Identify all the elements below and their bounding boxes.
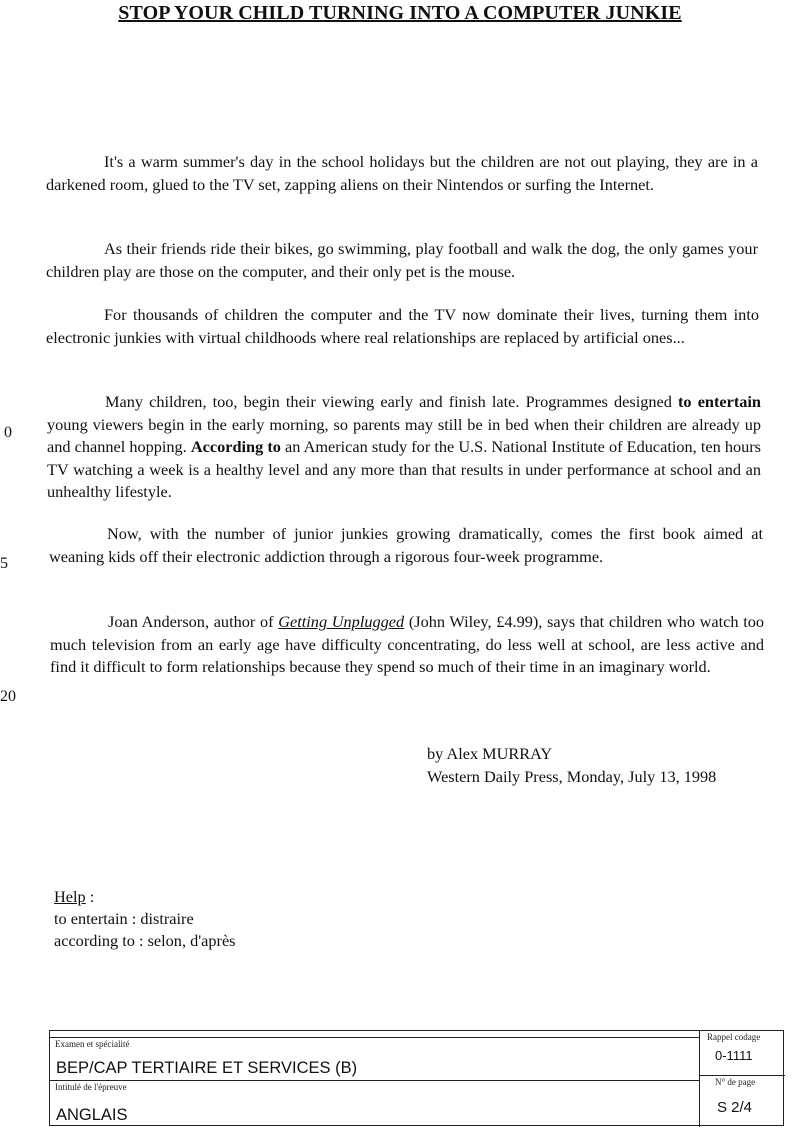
line-number-15: 5 (0, 555, 8, 572)
paragraph-6: Joan Anderson, author of Getting Unplugged (John Wiley, £4.99), says that children who watch too much television from an early age have difficulty concentrating, do less well at school, are less active and find it difficult to form relationships because they spend so much of their time in an imaginary world. (50, 612, 765, 676)
help-box: Help : to entertain : distraire according to : selon, d'après (54, 887, 236, 950)
source: Western Daily Press, Monday, July 13, 1998 (427, 767, 717, 786)
subject-value: ANGLAIS (56, 1106, 128, 1124)
vocab-to-entertain: to entertain (678, 392, 761, 411)
exam-label: Examen et spécialité (55, 1039, 130, 1049)
line-number-20: 20 (0, 688, 16, 705)
paragraph-1: It's a warm summer's day in the school holidays but the children are not out playing, they are in a darkened room, glued to the TV set, zapping aliens on their Nintendos or surfing the Internet. (46, 152, 758, 194)
line-number-10: 0 (4, 424, 12, 441)
paragraph-4: Many children, too, begin their viewing early and finish late. Programmes designed to entertain young viewers begin in the early morning, so parents may still be in bed when their children are already up and channel hopping. According to an American study for the U.S. National Institute of Education, ten hours TV watching a week is a healthy level and any more than that results in under performance at school and an unhealthy lifestyle. (47, 392, 762, 501)
exam-footer (49, 1030, 784, 1126)
paragraph-3: For thousands of children the computer and the TV now dominate their lives, turning them into electronic junkies with virtual childhoods where real relationships are replaced by artificial ones... (46, 305, 759, 347)
footer-divider (699, 1031, 700, 1127)
help-item: to entertain : distraire (54, 909, 194, 928)
author: by Alex MURRAY (427, 744, 553, 763)
footer-rule (50, 1080, 700, 1081)
code-label: Rappel codage (707, 1032, 761, 1042)
paragraph-2: As their friends ride their bikes, go swimming, play football and walk the dog, the only games your children play are those on the computer, and their only pet is the mouse. (46, 239, 758, 281)
help-item: according to : selon, d'après (54, 931, 236, 950)
footer-rule (50, 1037, 700, 1038)
code-value: 0-1111 (715, 1048, 753, 1063)
vocab-according-to: According to (190, 437, 281, 456)
subject-label: Intitulé de l'épreuve (55, 1082, 127, 1092)
article-title: STOP YOUR CHILD TURNING INTO A COMPUTER JUNKIE (118, 2, 682, 24)
page-label: N° de page (715, 1077, 756, 1087)
byline (427, 742, 716, 788)
page-value: S 2/4 (717, 1099, 753, 1116)
book-title: Getting Unplugged (278, 612, 405, 631)
paragraph-5: Now, with the number of junior junkies growing dramatically, comes the first book aimed at weaning kids off their electronic addiction through a rigorous four-week programme. (49, 524, 763, 566)
footer-rule (699, 1075, 785, 1076)
exam-value: BEP/CAP TERTIAIRE ET SERVICES (B) (56, 1059, 358, 1077)
help-title: Help (54, 887, 86, 906)
